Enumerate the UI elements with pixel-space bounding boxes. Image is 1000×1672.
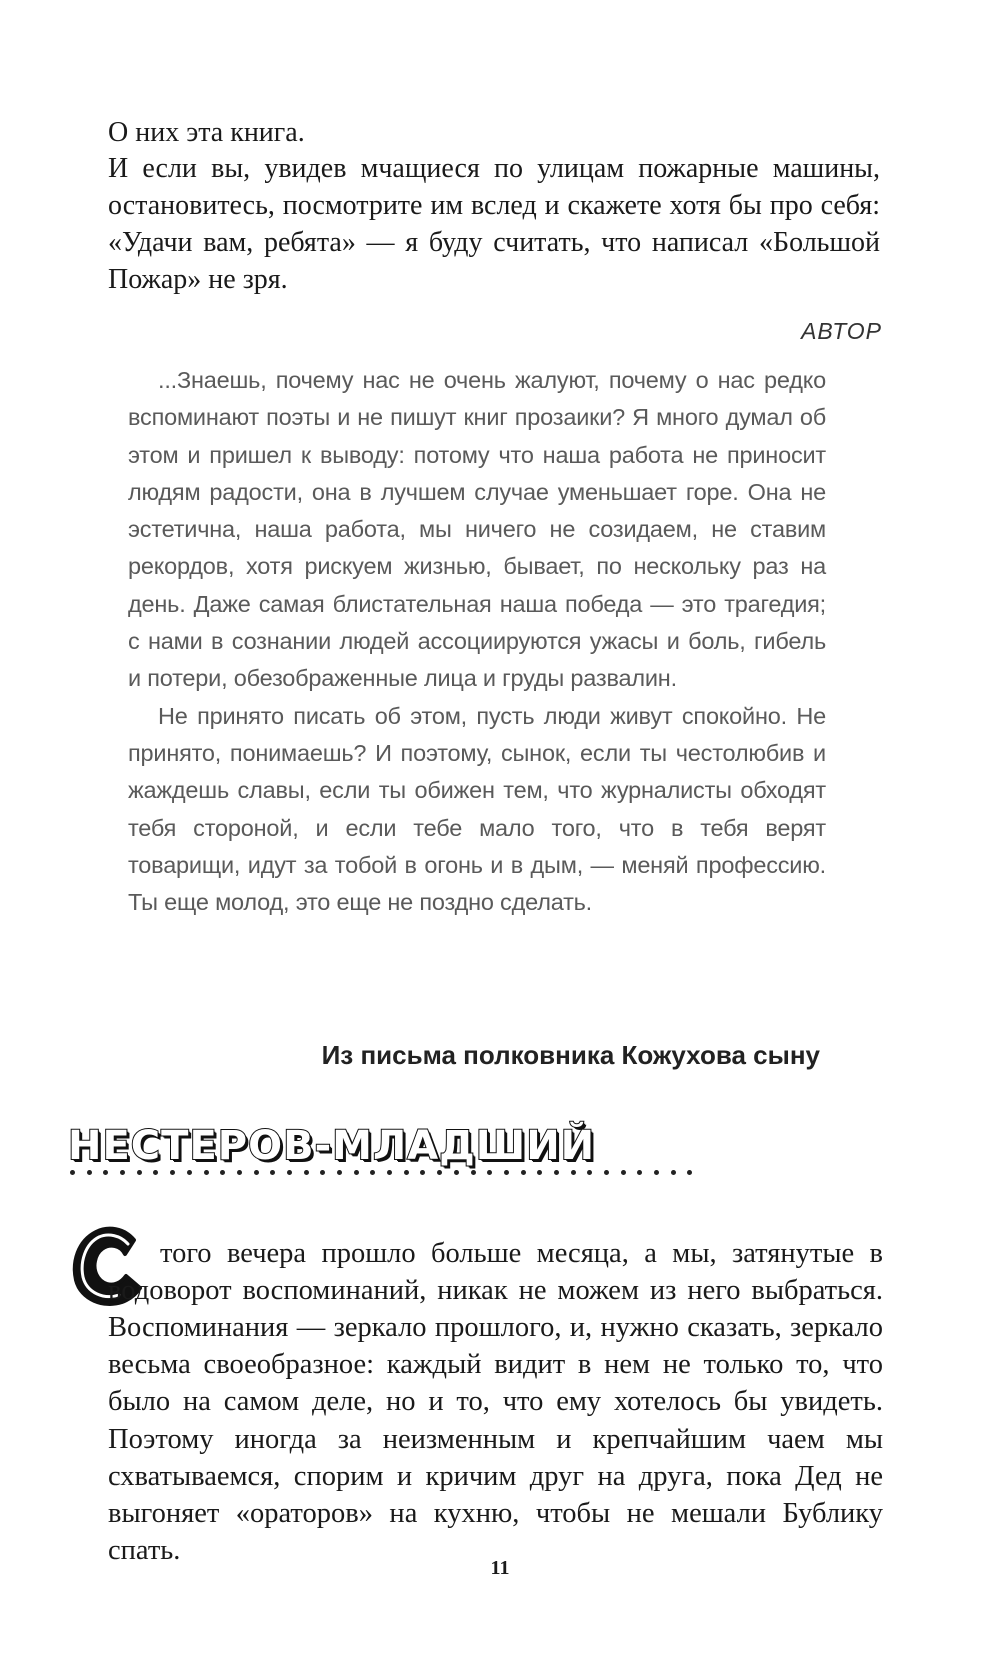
chapter-title: НЕСТЕРОВ-МЛАДШИЙ [68, 1123, 596, 1169]
intro-line: О них эта книга. [108, 117, 305, 148]
dotted-underline [68, 1170, 692, 1175]
letter-excerpt [128, 362, 826, 921]
letter-attribution: Из письма полковника Кожухова сыну [321, 1040, 820, 1070]
author-signature: АВТОР [801, 318, 882, 344]
letter-paragraph: Не принято писать об этом, пусть люди живут спокойно. Не принято, понимаешь? И поэтому, сынок, если ты честолюбив и жаждешь славы, если ты обижен тем, что журналисты обходят тебя стороной, и если тебе мало того, что в тебя верят товарищи, идут за тобой в огонь и в дым, — меняй профессию. Ты еще молод, это еще не поздно сделать. [128, 702, 826, 916]
chapter-body: того вечера прошло больше месяца, а мы, затянутые в водоворот воспоминаний, никак не можем из него выбраться. Воспоминания — зеркало прошлого, и, нужно сказать, зеркало весьма своеобразное: каждый видит в нем не только то, что было на самом деле, но и то, что ему хотелось бы увидеть. Поэтому иногда за неизменным и крепчайшим чаем мы схватываемся, спорим и кричим друг на друга, пока Дед не выгоняет «ораторов» на кухню, чтобы не мешали Бублику спать. [108, 1237, 883, 1567]
letter-paragraph: ...Знаешь, почему нас не очень жалуют, почему о нас редко вспоминают поэты и не пишут книг прозаики? Я много думал об этом и пришел к выводу: потому что наша работа не приносит людям радости, она в лучшем случае уменьшает горе. Она не эстетична, наша работа, мы ничего не созидаем, не ставим рекордов, хотя рискуем жизнью, бывает, по нескольку раз на день. Даже самая блистательная наша победа — это трагедия; с нами в сознании людей ассоциируются ужасы и боль, гибель и потери, обезображенные лица и груды развалин. [128, 367, 826, 692]
page-number: 11 [490, 1557, 510, 1579]
chapter-heading [68, 1122, 692, 1175]
intro-paragraph: И если вы, увидев мчащиеся по улицам пожарные машины, остановитесь, посмотрите им вслед и скажете хотя бы про себя: «Удачи вам, ребята» — я буду считать, что написал «Большой Пожар» не зря. [108, 153, 880, 295]
